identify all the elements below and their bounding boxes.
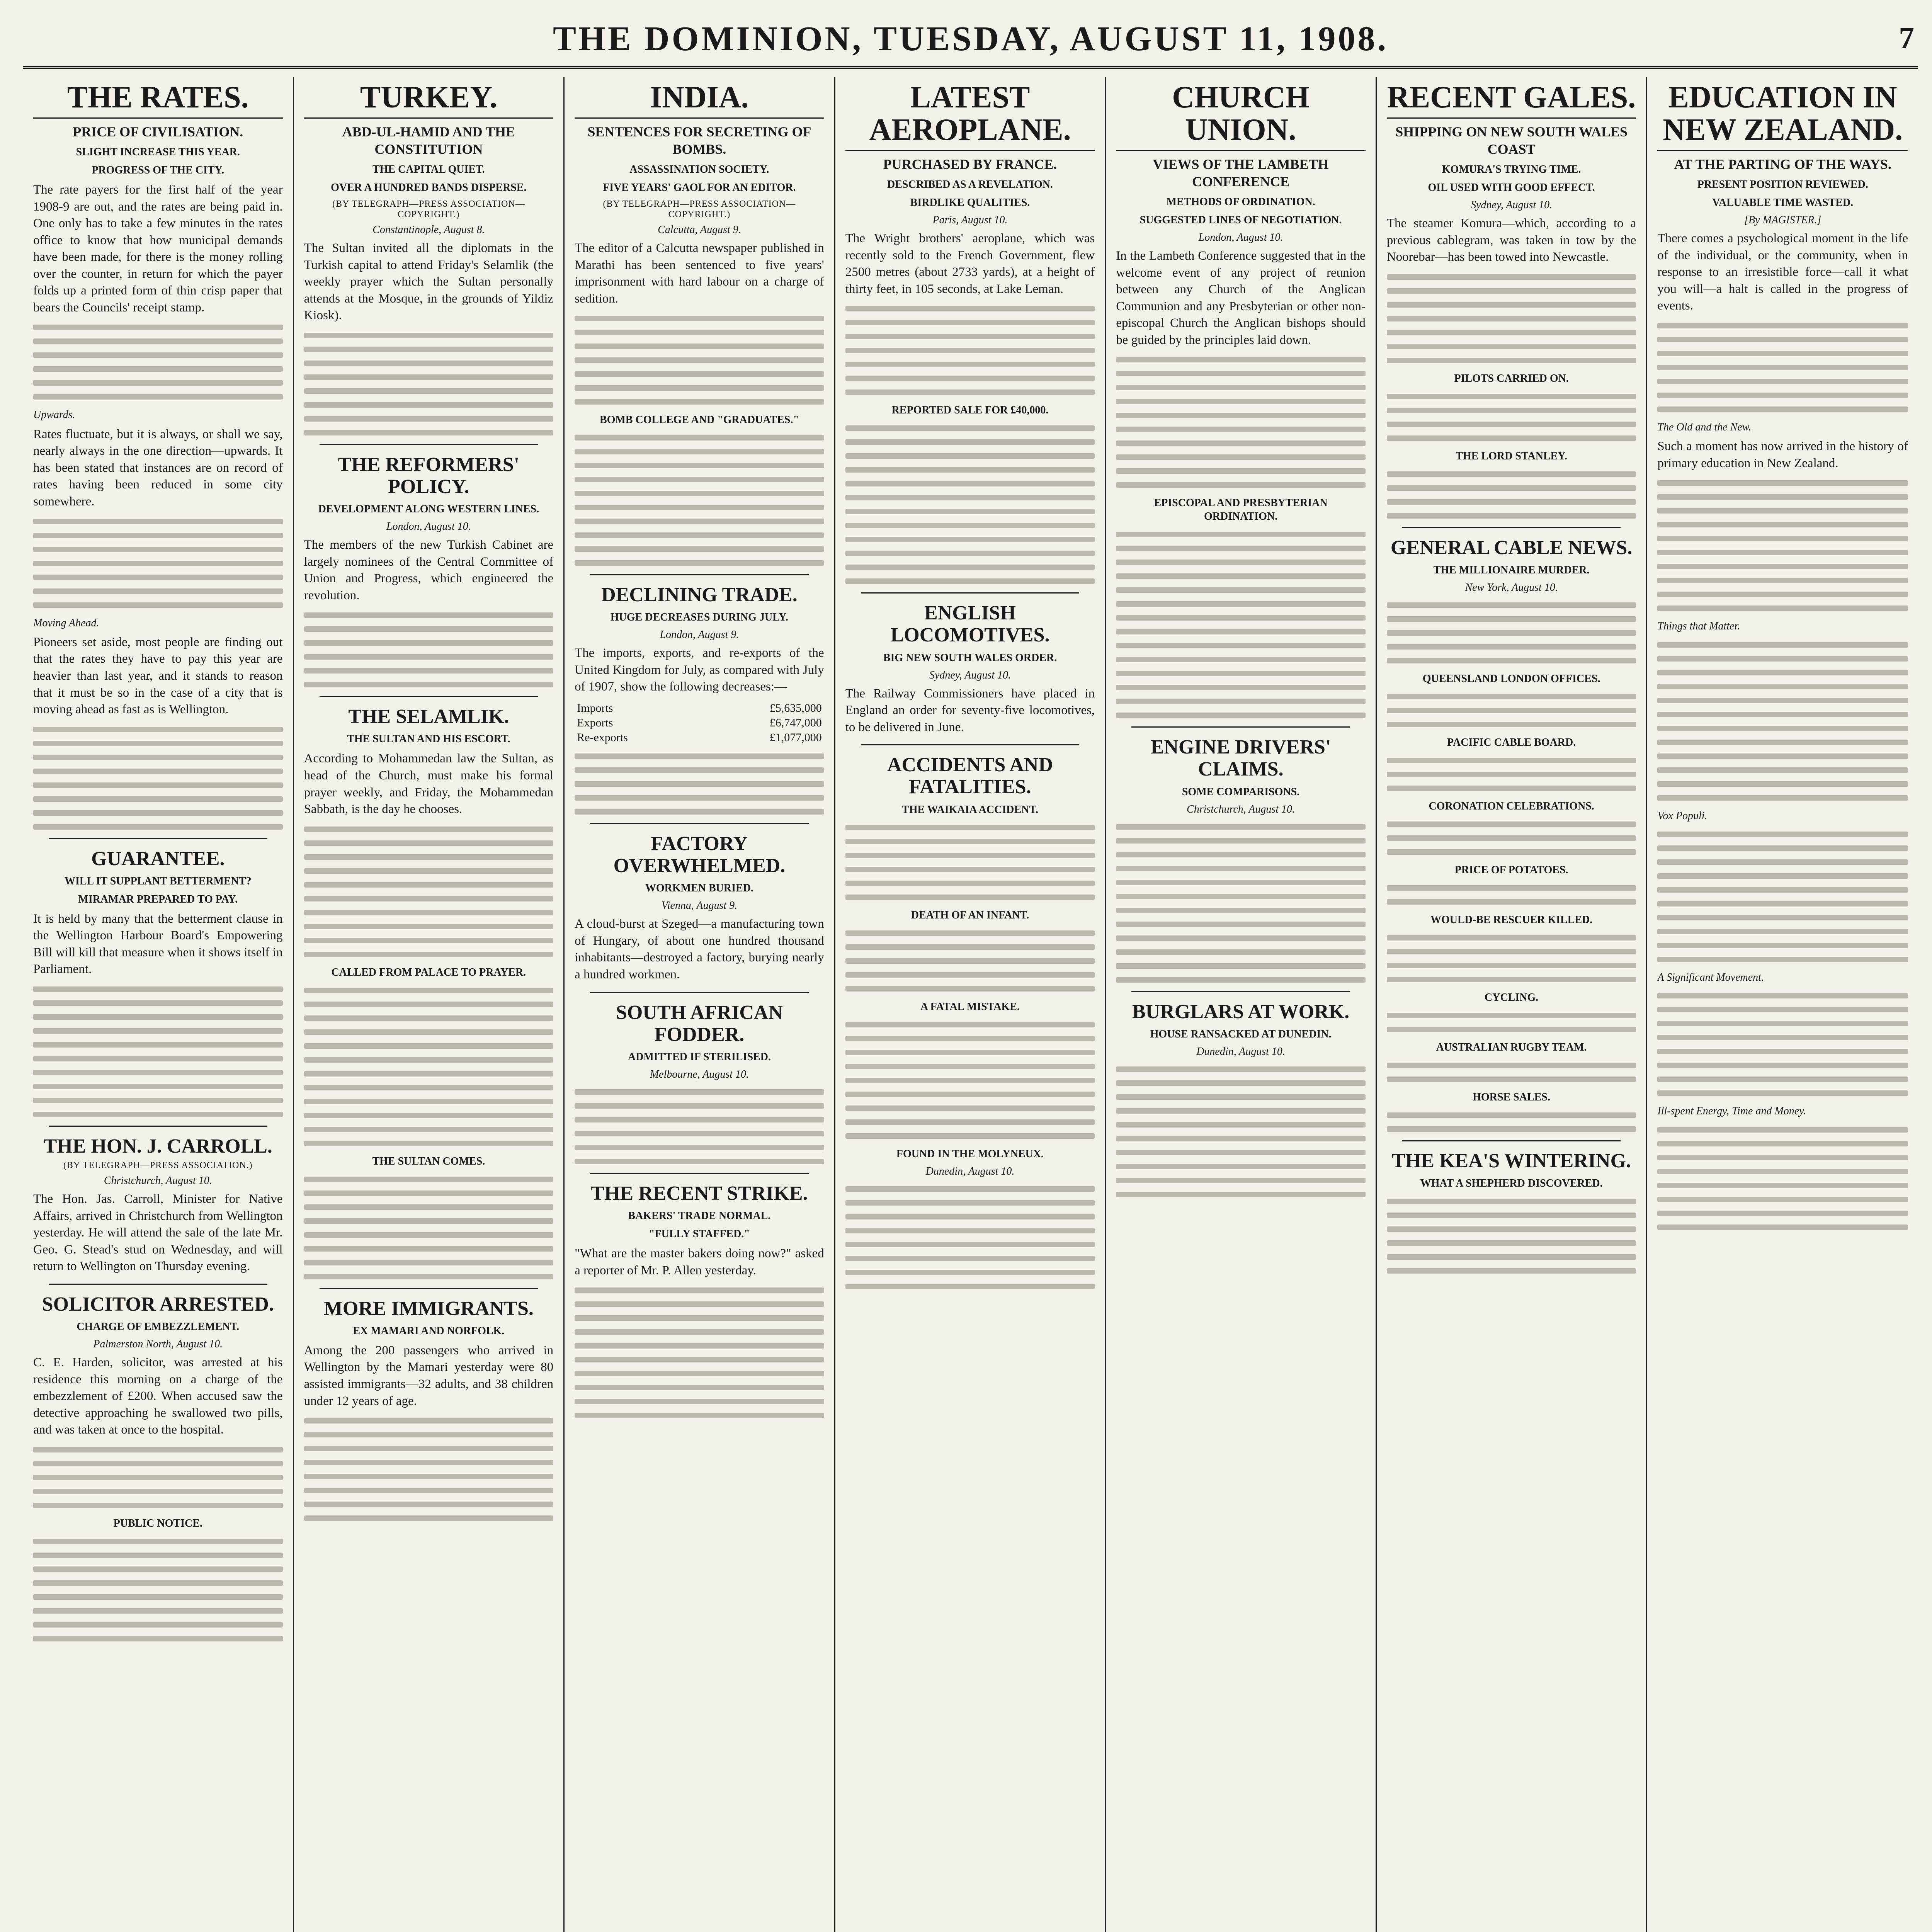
dateline: Melbourne, August 10.: [650, 1068, 749, 1080]
table-row: Re-exports £1,077,000: [577, 731, 822, 744]
article-body: "What are the master bakers doing now?" asked a reporter of Mr. P. Allen yesterday.: [575, 1247, 824, 1277]
article-title: BURGLARS AT WORK.: [1132, 1000, 1350, 1023]
text-lines: [1387, 602, 1636, 663]
article-title: GENERAL CABLE NEWS.: [1390, 536, 1633, 559]
text-lines: [1387, 821, 1636, 855]
column-turkey: [294, 77, 565, 1932]
table-row: Imports £5,635,000: [577, 702, 822, 715]
article-subhead: HORSE SALES.: [1473, 1091, 1550, 1103]
text-lines: [1387, 1013, 1636, 1032]
text-lines: [1387, 885, 1636, 905]
divider: [49, 838, 267, 839]
article-body: A cloud-burst at Szeged—a manufacturing town of Hungary, of about one hundred thousand inhabitants—destroyed a factory, burying nearly a hundred workmen.: [575, 917, 824, 982]
article-body: According to Mohammedan law the Sultan, as head of the Church, must make his formal prayer weekly, and Friday, the Mohammedan Sabbath, is the day he chooses.: [304, 752, 554, 816]
article-subhead: BAKERS' TRADE NORMAL.: [628, 1210, 771, 1222]
article-title: FACTORY OVERWHELMED.: [613, 833, 786, 877]
article-subhead: "FULLY STAFFED.": [648, 1228, 750, 1240]
article-subhead: PURCHASED BY FRANCE.: [883, 156, 1057, 172]
article-subhead: VALUABLE TIME WASTED.: [1712, 197, 1854, 209]
article-subhead: WHAT A SHEPHERD DISCOVERED.: [1420, 1177, 1603, 1190]
article-title: MORE IMMIGRANTS.: [323, 1297, 534, 1320]
page-number: 7: [1899, 21, 1914, 55]
article-subhead: KOMURA'S TRYING TIME.: [1442, 163, 1581, 175]
dateline: Sydney, August 10.: [929, 669, 1011, 681]
article-body: The members of the new Turkish Cabinet are largely nominees of the Central Committee of Union and Progress, which engineered the revolution.: [304, 538, 554, 602]
article-body: It is held by many that the betterment clause in the Wellington Harbour Board's Empowering Bill will kill that measure when it shows itself in Parliament.: [33, 912, 283, 976]
text-lines: [1387, 1063, 1636, 1082]
article-title: SOLICITOR ARRESTED.: [42, 1293, 274, 1315]
article-subhead: THE WAIKAIA ACCIDENT.: [902, 803, 1038, 816]
text-lines: [845, 1186, 1095, 1289]
article-subhead: OIL USED WITH GOOD EFFECT.: [1428, 182, 1595, 194]
article-subhead: AUSTRALIAN RUGBY TEAM.: [1436, 1041, 1587, 1053]
section-label: A Significant Movement.: [1657, 971, 1764, 983]
press-credit: (BY TELEGRAPH—PRESS ASSOCIATION—COPYRIGHT.): [332, 199, 525, 219]
dateline: New York, August 10.: [1465, 581, 1558, 594]
divider: [1131, 991, 1350, 992]
text-lines: [845, 425, 1095, 584]
article-title: ENGLISH LOCOMOTIVES.: [890, 602, 1050, 646]
dateline: Palmerston North, August 10.: [93, 1338, 223, 1350]
masthead-title: THE DOMINION, TUESDAY, AUGUST 11, 1908.: [553, 19, 1388, 58]
dateline: Christchurch, August 10.: [1187, 803, 1295, 815]
article-body: The editor of a Calcutta newspaper published in Marathi has been sentenced to five years' imprisonment with hard labour on a charge of sedition.: [575, 241, 824, 306]
article-subhead: ABD-UL-HAMID AND THE CONSTITUTION: [342, 124, 515, 157]
article-body: The imports, exports, and re-exports of the United Kingdom for July, as compared with July of 1907, show the following decreases:—: [575, 646, 824, 694]
article-subhead: SENTENCES FOR SECRETING OF BOMBS.: [587, 124, 811, 157]
article-subhead: OVER A HUNDRED BANDS DISPERSE.: [331, 182, 527, 194]
dateline: London, August 10.: [1198, 231, 1283, 243]
dateline: Constantinople, August 8.: [372, 224, 485, 236]
article-subhead: PILOTS CARRIED ON.: [1454, 372, 1569, 384]
section-label: Ill-spent Energy, Time and Money.: [1657, 1105, 1806, 1117]
article-body: The Railway Commissioners have placed in England an order for seventy-five locomotives, to be delivered in June.: [845, 686, 1095, 734]
text-lines: [1387, 935, 1636, 982]
divider: [1131, 726, 1350, 728]
column-church-union: [1106, 77, 1377, 1932]
article-title: THE RECENT STRIKE.: [591, 1182, 808, 1204]
text-lines: [1657, 480, 1908, 611]
article-subhead: ASSASSINATION SOCIETY.: [629, 163, 769, 175]
article-subhead: METHODS OF ORDINATION.: [1166, 196, 1315, 208]
article-subhead: WOULD-BE RESCUER KILLED.: [1430, 913, 1593, 926]
article-subhead: AT THE PARTING OF THE WAYS.: [1674, 156, 1891, 172]
article-body: There comes a psychological moment in the life of the individual, or the community, when in response to an irresistible force—call it what you will—a halt is called in the progress of events.: [1657, 231, 1908, 313]
dateline: London, August 9.: [660, 629, 739, 641]
text-lines: [1657, 323, 1908, 412]
article-body: The Sultan invited all the diplomats in the Turkish capital to attend Friday's Selamlik (the weekly prayer which the Sultan personally attends at the Mosque, in the grounds of Yildiz Kiosk).: [304, 241, 554, 323]
divider: [590, 1173, 809, 1174]
dateline: Paris, August 10.: [932, 214, 1008, 226]
article-title: CHURCH UNION.: [1116, 81, 1366, 151]
press-credit: (BY TELEGRAPH—PRESS ASSOCIATION—COPYRIGHT.): [603, 199, 796, 219]
article-subhead: DESCRIBED AS A REVELATION.: [887, 179, 1053, 190]
article-subhead: PRESENT POSITION REVIEWED.: [1697, 179, 1868, 190]
article-subhead: THE CAPITAL QUIET.: [372, 163, 485, 175]
masthead: [23, 12, 1918, 69]
divider: [320, 1288, 538, 1289]
text-lines: [1387, 758, 1636, 791]
article-body: In the Lambeth Conference suggested that in the welcome event of any project of reunion between any Church of the Anglican Communion and any Presbyterian or other non-episcopal Church the Anglican bishops should be guided by the principles laid down.: [1116, 249, 1366, 347]
divider: [320, 444, 538, 445]
article-subhead: MIRAMAR PREPARED TO PAY.: [78, 893, 238, 905]
text-lines: [304, 827, 554, 957]
text-lines: [304, 612, 554, 687]
article-subhead: DEATH OF AN INFANT.: [911, 909, 1029, 921]
divider: [320, 696, 538, 697]
article-subhead: ADMITTED IF STERILISED.: [628, 1051, 771, 1063]
text-lines: [33, 727, 283, 830]
article-subhead: DEVELOPMENT ALONG WESTERN LINES.: [318, 503, 539, 515]
article-body: The rate payers for the first half of the year 1908-9 are out, and the rates are being paid in. One only has to take a few minutes in the rates office to know that how municipal demands have been made, for there is the money rolling over the counter, in return for which the payer folds up a printed form of thin crisp paper that bears the Councils' receipt stamp.: [33, 183, 283, 315]
article-subhead: FIVE YEARS' GAOL FOR AN EDITOR.: [603, 182, 796, 194]
text-lines: [1116, 357, 1366, 488]
divider: [861, 592, 1080, 594]
text-lines: [1657, 993, 1908, 1096]
text-lines: [304, 988, 554, 1146]
text-lines: [33, 1539, 283, 1641]
divider: [49, 1284, 267, 1285]
article-body: The steamer Komura—which, according to a previous cablegram, was taken in tow by the Noorebar—has been towed into Newcastle.: [1386, 216, 1636, 264]
column-india: [565, 77, 835, 1932]
divider: [590, 992, 809, 993]
article-title: SOUTH AFRICAN FODDER.: [616, 1001, 783, 1046]
text-lines: [1657, 1127, 1908, 1230]
article-subhead: CORONATION CELEBRATIONS.: [1429, 800, 1594, 812]
article-subhead: THE SULTAN AND HIS ESCORT.: [347, 733, 510, 745]
article-body: Such a moment has now arrived in the history of primary education in New Zealand.: [1657, 439, 1908, 470]
divider: [49, 1126, 267, 1127]
article-subhead: SLIGHT INCREASE THIS YEAR.: [76, 146, 240, 158]
article-title: GUARANTEE.: [91, 847, 225, 870]
article-title: RECENT GALES.: [1387, 81, 1636, 119]
article-title: INDIA.: [575, 81, 824, 119]
article-subhead: WORKMEN BURIED.: [645, 882, 753, 895]
article-subhead: SHIPPING ON NEW SOUTH WALES COAST: [1395, 124, 1628, 157]
article-body: Rates fluctuate, but it is always, or shall we say, nearly always in the one direction—upwards. It has been stated that instances are on record of rates having been reduced in some city somewhere.: [33, 427, 283, 509]
article-subhead: CYCLING.: [1485, 991, 1539, 1003]
article-title: LATEST AEROPLANE.: [845, 81, 1095, 151]
text-lines: [845, 825, 1095, 900]
text-lines: [1387, 274, 1636, 363]
article-subhead: THE LORD STANLEY.: [1456, 450, 1567, 462]
column-rates: [23, 77, 294, 1932]
dateline: Dunedin, August 10.: [925, 1165, 1015, 1177]
text-lines: [1387, 694, 1636, 727]
dateline: Dunedin, August 10.: [1196, 1045, 1285, 1058]
text-lines: [845, 930, 1095, 992]
table-row: Exports £6,747,000: [577, 716, 822, 730]
article-body: The Hon. Jas. Carroll, Minister for Native Affairs, arrived in Christchurch from Wellington yesterday. He will attend the sale of the late Mr. Geo. G. Stead's stud on Wednesday, and will return to Wellington on Thursday evening.: [33, 1192, 283, 1274]
text-lines: [845, 306, 1095, 395]
article-title: EDUCATION IN NEW ZEALAND.: [1657, 81, 1908, 151]
divider: [1402, 527, 1621, 528]
text-lines: [1116, 824, 1366, 983]
column-education: [1647, 77, 1918, 1932]
dateline: Vienna, August 9.: [661, 900, 738, 912]
article-body: The Wright brothers' aeroplane, which was recently sold to the French Government, flew 2500 metres (about 2733 yards), at a height of thirty feet, in 105 seconds, at Lake Leman.: [845, 231, 1095, 296]
article-subhead: BIG NEW SOUTH WALES ORDER.: [883, 651, 1057, 664]
article-body: Among the 200 passengers who arrived in Wellington by the Mamari yesterday were 80 assisted immigrants—32 adults, and 38 children under 12 years of age.: [304, 1343, 554, 1408]
article-subhead: BIRDLIKE QUALITIES.: [910, 197, 1030, 209]
article-subhead: PROGRESS OF THE CITY.: [92, 164, 224, 176]
notice-title: PUBLIC NOTICE.: [113, 1517, 202, 1529]
article-body: C. E. Harden, solicitor, was arrested at his residence this morning on a charge of the embezzlement of £200. When accused saw the detective approaching he swallowed two pills, and was taken at once to the hospital.: [33, 1355, 283, 1437]
section-label: Upwards.: [33, 409, 75, 421]
text-lines: [575, 435, 824, 566]
article-title: THE KEA'S WINTERING.: [1392, 1150, 1631, 1172]
article-subhead: SUGGESTED LINES OF NEGOTIATION.: [1139, 214, 1342, 226]
text-lines: [1116, 532, 1366, 718]
text-lines: [845, 1022, 1095, 1139]
text-lines: [575, 1089, 824, 1164]
dateline: Calcutta, August 9.: [658, 224, 741, 236]
section-label: The Old and the New.: [1657, 421, 1752, 433]
column-recent-gales: [1377, 77, 1648, 1932]
text-lines: [33, 986, 283, 1117]
article-subhead: HUGE DECREASES DURING JULY.: [610, 611, 788, 624]
dateline: London, August 10.: [386, 520, 471, 533]
section-label: Moving Ahead.: [33, 617, 99, 629]
trade-table: [575, 701, 824, 745]
dateline: Sydney, August 10.: [1471, 199, 1553, 211]
text-lines: [33, 519, 283, 608]
text-lines: [1387, 471, 1636, 519]
article-subhead: PRICE OF CIVILISATION.: [73, 124, 243, 139]
text-lines: [33, 1447, 283, 1508]
article-subhead: PACIFIC CABLE BOARD.: [1447, 736, 1576, 748]
article-subhead: SOME COMPARISONS.: [1182, 786, 1300, 798]
divider: [861, 744, 1080, 745]
text-lines: [575, 316, 824, 405]
dateline: Christchurch, August 10.: [104, 1175, 212, 1187]
byline: [By MAGISTER.]: [1744, 214, 1821, 226]
article-subhead: QUEENSLAND LONDON OFFICES.: [1422, 672, 1600, 685]
article-subhead: THE SULTAN COMES.: [372, 1155, 485, 1167]
article-title: THE SELAMLIK.: [348, 706, 509, 728]
article-subhead: PRICE OF POTATOES.: [1454, 864, 1568, 876]
columns: [23, 77, 1918, 1932]
text-lines: [575, 753, 824, 815]
article-title: DECLINING TRADE.: [601, 584, 798, 606]
article-body: Pioneers set aside, most people are finding out that the rates they have to pay this year are heavier than last year, and it stands to reason that it must be so in the case of a city that is moving ahead as fast as is Wellington.: [33, 635, 283, 717]
article-subhead: EX MAMARI AND NORFOLK.: [353, 1325, 505, 1337]
text-lines: [1387, 1199, 1636, 1274]
text-lines: [1657, 642, 1908, 801]
text-lines: [575, 1287, 824, 1418]
article-subhead: VIEWS OF THE LAMBETH CONFERENCE: [1153, 156, 1329, 189]
section-label: Things that Matter.: [1657, 620, 1740, 633]
text-lines: [304, 333, 554, 435]
article-title: THE REFORMERS' POLICY.: [338, 453, 520, 498]
text-lines: [304, 1418, 554, 1521]
column-aeroplane: [835, 77, 1106, 1932]
article-subhead: A FATAL MISTAKE.: [920, 1000, 1020, 1013]
section-label: Vox Populi.: [1657, 810, 1708, 822]
article-subhead: BOMB COLLEGE AND "GRADUATES.": [599, 414, 799, 426]
article-subhead: THE MILLIONAIRE MURDER.: [1433, 564, 1590, 576]
text-lines: [1657, 832, 1908, 962]
article-subhead: CHARGE OF EMBEZZLEMENT.: [77, 1321, 240, 1333]
article-title: ENGINE DRIVERS' CLAIMS.: [1150, 736, 1331, 781]
text-lines: [304, 1177, 554, 1279]
article-title: TURKEY.: [304, 81, 554, 119]
press-credit: (BY TELEGRAPH—PRESS ASSOCIATION.): [63, 1160, 253, 1171]
article-subhead: WILL IT SUPPLANT BETTERMENT?: [64, 875, 252, 887]
article-subhead: HOUSE RANSACKED AT DUNEDIN.: [1150, 1028, 1332, 1040]
article-subhead: EPISCOPAL AND PRESBYTERIAN ORDINATION.: [1154, 497, 1328, 523]
article-subhead: CALLED FROM PALACE TO PRAYER.: [331, 966, 526, 978]
article-subhead: FOUND IN THE MOLYNEUX.: [896, 1148, 1044, 1160]
divider: [590, 823, 809, 824]
article-title: THE RATES.: [33, 81, 283, 119]
text-lines: [1116, 1066, 1366, 1197]
divider: [590, 574, 809, 575]
divider: [1402, 1140, 1621, 1141]
article-subhead: REPORTED SALE FOR £40,000.: [891, 404, 1049, 417]
text-lines: [1387, 394, 1636, 441]
article-title: THE HON. J. CARROLL.: [43, 1135, 272, 1157]
text-lines: [33, 325, 283, 400]
article-title: ACCIDENTS AND FATALITIES.: [887, 754, 1053, 798]
text-lines: [1387, 1112, 1636, 1132]
